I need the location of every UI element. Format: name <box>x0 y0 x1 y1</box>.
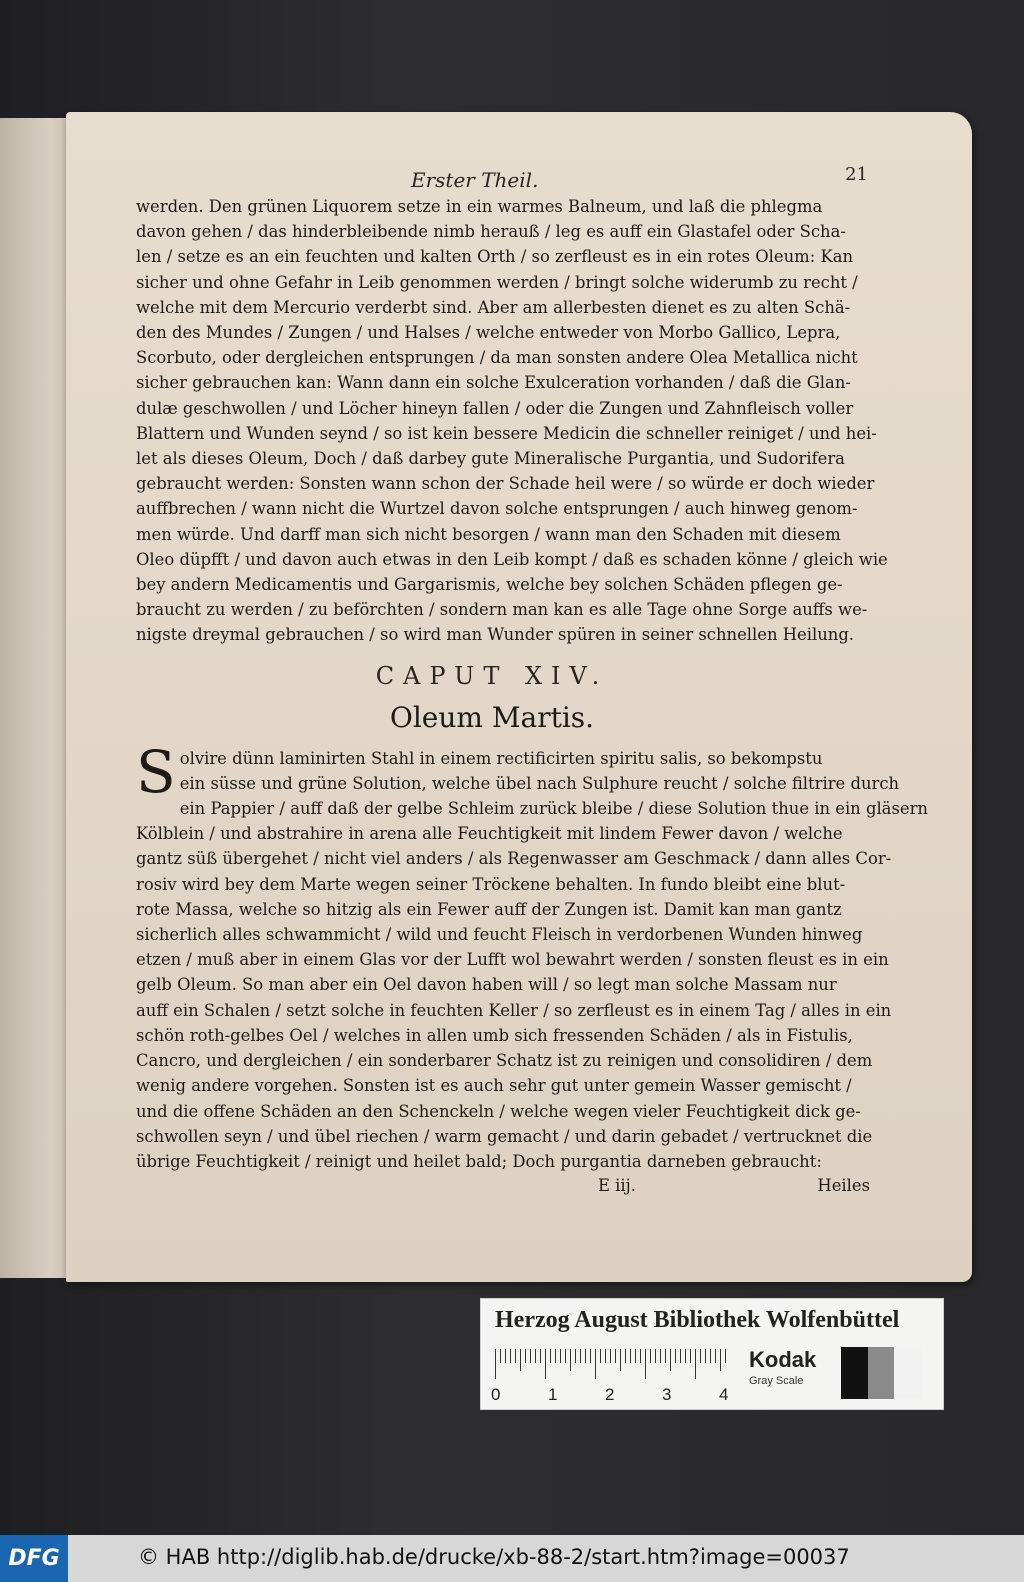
ruler-tick <box>505 1349 506 1363</box>
ruler-number: 0 <box>491 1385 501 1404</box>
gray-scale-swatches <box>841 1347 921 1399</box>
text-line: nigste dreymal gebrauchen / so wird man Wunder spüren in seiner schnellen Heilung. <box>136 625 855 645</box>
ruler-tick <box>570 1349 571 1371</box>
ruler-tick <box>615 1349 616 1363</box>
facing-page-edge <box>0 118 72 1278</box>
gray-swatch <box>841 1347 868 1399</box>
ruler-tick <box>675 1349 676 1363</box>
ruler-tick <box>720 1349 721 1371</box>
text-line: gelb Oleum. So man aber ein Oel davon haben will / so legt man solche Massam nur <box>136 975 837 995</box>
text-line: Oleo düpfft / und davon auch etwas in den Leib kompt / daß es schaden könne / gleich wie <box>136 549 888 569</box>
text-line: auff ein Schalen / setzt solche in feuchten Keller / so zerfleust es in einem Tag / alles in ein <box>136 1000 892 1020</box>
ruler-tick <box>695 1349 696 1379</box>
text-line: dulæ geschwollen / und Löcher hineyn fallen / oder die Zungen und Zahnfleisch voller <box>136 398 854 418</box>
text-line: gebraucht werden: Sonsten wann schon der Schade heil were / so würde er doch wieder <box>136 474 875 494</box>
color-calibration-card <box>480 1298 944 1410</box>
text-line: übrige Feuchtigkeit / reinigt und heilet bald; Doch purgantia darneben gebraucht: <box>136 1151 822 1171</box>
ruler-tick <box>635 1349 636 1363</box>
ruler-tick <box>655 1349 656 1363</box>
kodak-label <box>749 1347 816 1387</box>
running-head-title: Erster Theil. <box>411 168 539 192</box>
text-line: schön roth-gelbes Oel / welches in allen umb sich fressenden Schäden / als in Fistulis, <box>136 1025 853 1045</box>
text-line: auffbrechen / wann nicht die Wurtzel davon solche entsprungen / auch hinweg genom- <box>136 499 858 519</box>
ruler-tick <box>710 1349 711 1363</box>
text-line: den des Mundes / Zungen / und Halses / welche entweder von Morbo Gallico, Lepra, <box>136 323 841 343</box>
ruler-tick <box>535 1349 536 1363</box>
ruler-tick <box>495 1349 496 1379</box>
ruler-tick <box>605 1349 606 1363</box>
ruler-tick <box>665 1349 666 1363</box>
drop-capital: S <box>136 737 176 806</box>
ruler-tick <box>590 1349 591 1363</box>
kodak-brand: Kodak <box>749 1347 817 1372</box>
page-footer-line <box>136 1174 870 1202</box>
image-credit-url[interactable]: © HAB http://diglib.hab.de/drucke/xb-88-2/start.htm?image=00037 <box>138 1545 850 1569</box>
text-line: schwollen seyn / und übel riechen / warm gemacht / und darin gebadet / vertrucknet die <box>136 1126 873 1146</box>
text-line: olvire dünn laminirten Stahl in einem rectificirten spiritu salis, so bekompstu <box>179 748 823 768</box>
ruler-number: 1 <box>548 1385 558 1404</box>
ruler-number: 4 <box>719 1385 729 1404</box>
text-line: sicher gebrauchen kan: Wann dann ein solche Exulceration vorhanden / daß die Glan- <box>136 373 851 393</box>
text-line: gantz süß übergehet / nicht viel anders / als Regenwasser am Geschmack / dann alles Cor- <box>136 849 892 869</box>
ruler-tick <box>550 1349 551 1363</box>
ruler-tick <box>690 1349 691 1363</box>
text-line: wenig andere vorgehen. Sonsten ist es auch sehr gut unter gemein Wasser gemischt / <box>136 1076 852 1096</box>
ruler-tick <box>585 1349 586 1363</box>
centimeter-ruler <box>491 1349 735 1404</box>
text-line: braucht zu werden / zu beförchten / sondern man kan es alle Tage ohne Sorge auffs we- <box>136 600 868 620</box>
library-name: Herzog August Bibliothek Wolfenbüttel <box>495 1307 900 1333</box>
text-line: werden. Den grünen Liquorem setze in ein warmes Balneum, und laß die phlegma <box>136 197 823 216</box>
page-number: 21 <box>845 164 868 185</box>
signature-mark: E iij. <box>598 1176 636 1196</box>
ruler-tick <box>560 1349 561 1363</box>
ruler-tick <box>595 1349 596 1379</box>
ruler-tick <box>525 1349 526 1363</box>
text-line: Cancro, und dergleichen / ein sonderbarer Schatz ist zu reinigen und consolidiren / dem <box>136 1051 873 1071</box>
text-line: und die offene Schäden an den Schenckeln / welche wegen vieler Feuchtigkeit dick ge- <box>136 1101 861 1121</box>
chapter-subheading: Oleum Martis. <box>389 700 595 734</box>
ruler-tick <box>540 1349 541 1363</box>
text-line: rosiv wird bey dem Marte wegen seiner Tröckene behalten. In fundo bleibt eine blut- <box>136 874 846 894</box>
book-page <box>66 112 972 1282</box>
running-head <box>136 164 868 194</box>
ruler-tick <box>510 1349 511 1363</box>
ruler-tick <box>650 1349 651 1363</box>
ruler-tick <box>515 1349 516 1363</box>
ruler-tick <box>680 1349 681 1363</box>
ruler-tick <box>620 1349 621 1371</box>
text-line: len / setze es an ein feuchten und kalten Orth / so zerfleust es in ein rotes Oleum: Kan <box>136 247 854 267</box>
ruler-tick <box>705 1349 706 1363</box>
ruler-tick <box>715 1349 716 1363</box>
paragraph-2 <box>136 737 928 1174</box>
gray-swatch <box>894 1347 921 1399</box>
ruler-tick <box>640 1349 641 1363</box>
ruler-tick <box>555 1349 556 1363</box>
paragraph-1 <box>136 194 888 648</box>
chapter-heading: CAPUT XIV. <box>375 661 609 690</box>
ruler-tick <box>660 1349 661 1363</box>
page-text-block <box>136 164 928 1202</box>
text-line: davon gehen / das hinderbleibende nimb herauß / leg es auff ein Glastafel oder Scha- <box>136 222 846 242</box>
text-line: bey andern Medicamentis und Gargarismis, welche bey solchen Schäden pflegen ge- <box>136 575 843 595</box>
text-line: let als dieses Oleum, Doch / daß darbey gute Mineralische Purgantia, und Sudorifera <box>136 449 845 469</box>
text-line: Scorbuto, oder dergleichen entsprungen / da man sonsten andere Olea Metallica nicht <box>136 348 858 368</box>
ruler-tick <box>575 1349 576 1363</box>
catchword: Heiles <box>817 1176 870 1196</box>
ruler-tick <box>565 1349 566 1363</box>
ruler-tick <box>530 1349 531 1363</box>
ruler-tick <box>600 1349 601 1363</box>
ruler-tick <box>545 1349 546 1379</box>
kodak-subtitle: Gray Scale <box>749 1375 804 1387</box>
text-line: welche mit dem Mercurio verderbt sind. Aber am allerbesten dienet es zu alten Schä- <box>136 297 851 317</box>
text-line: sicher und ohne Gefahr in Leib genommen werden / bringt solche widerumb zu recht / <box>136 272 858 292</box>
ruler-tick <box>500 1349 501 1363</box>
text-line: men würde. Und darff man sich nicht besorgen / wann man den Schaden mit diesem <box>136 524 841 544</box>
text-line: ein süsse und grüne Solution, welche übel nach Sulphure reucht / solche filtrire durch <box>179 773 900 793</box>
text-line: Kölblein / und abstrahire in arena alle Feuchtigkeit mit lindem Fewer davon / welche <box>136 824 843 844</box>
text-line: Blattern und Wunden seynd / so ist kein bessere Medicin die schneller reiniget / und hei- <box>136 423 877 443</box>
ruler-tick <box>685 1349 686 1363</box>
gray-swatch <box>868 1347 895 1399</box>
ruler-tick <box>670 1349 671 1371</box>
ruler-tick <box>725 1349 726 1363</box>
ruler-tick <box>520 1349 521 1371</box>
ruler-tick <box>645 1349 646 1379</box>
ruler-tick <box>580 1349 581 1363</box>
text-line: rote Massa, welche so hitzig als ein Fewer auff der Zungen ist. Damit kan man gantz <box>136 899 842 919</box>
ruler-number: 2 <box>605 1385 615 1404</box>
dfg-logo: DFG <box>0 1535 68 1582</box>
ruler-tick <box>700 1349 701 1363</box>
text-line: sicherlich alles schwammicht / wild und feucht Fleisch in verdorbenen Wunden hinweg <box>136 925 863 945</box>
ruler-tick <box>610 1349 611 1363</box>
ruler-number: 3 <box>662 1385 672 1404</box>
viewer-footer-bar <box>0 1535 1024 1582</box>
ruler-tick <box>625 1349 626 1363</box>
text-line: ein Pappier / auff daß der gelbe Schleim zurück bleibe / diese Solution thue in ein gläsern <box>179 799 928 819</box>
text-line: etzen / muß aber in einem Glas vor der Lufft wol bewahrt werden / sonsten fleust es in ein <box>136 950 889 970</box>
ruler-tick <box>630 1349 631 1363</box>
